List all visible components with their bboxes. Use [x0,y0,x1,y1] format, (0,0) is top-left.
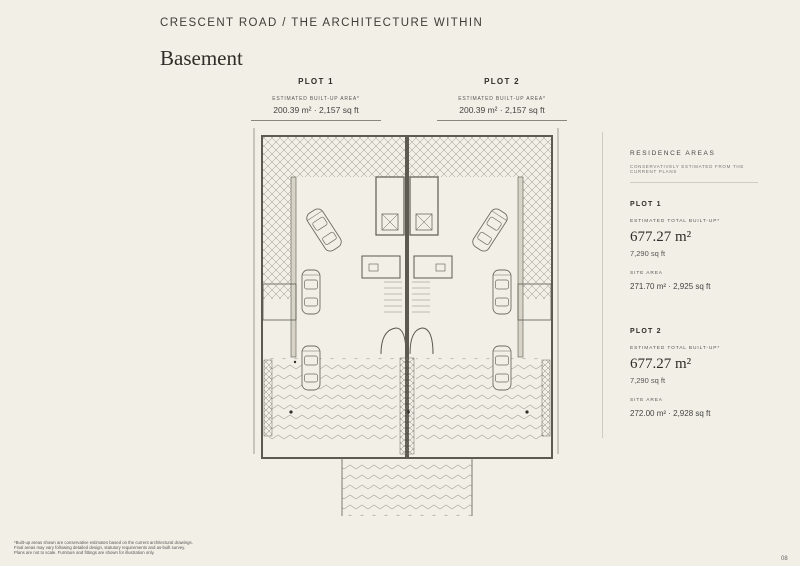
footnote [14,540,314,555]
footnote-line: Plans are not to scale. Furniture and fittings are shown for illustration only. [14,550,155,555]
header-title: CRESCENT ROAD / THE ARCHITECTURE WITHIN [160,17,484,29]
plot-1-area-value: 200.39 m² · 2,157 sq ft [273,105,359,115]
panel-plot-1-total-m2: 677.27 m² [630,229,692,245]
plot-1-rule [251,120,381,121]
panel-plot-1-site-label: SITE AREA [630,271,663,276]
plot-2-name: PLOT 2 [484,77,520,86]
plot-1-area-label: ESTIMATED BUILT-UP AREA* [272,96,360,102]
plot-1-heading [236,77,396,121]
plot-2-area-label: ESTIMATED BUILT-UP AREA* [458,96,546,102]
residence-areas-panel [630,150,770,418]
panel-plot-1-name: PLOT 1 [630,201,662,208]
panel-plot-1-total-label: ESTIMATED TOTAL BUILT-UP* [630,219,721,224]
panel-plot-2-site-value: 272.00 m² · 2,928 sq ft [630,409,711,418]
residence-note: CONSERVATIVELY ESTIMATED FROM THE CURRENT PLANS [630,164,745,174]
panel-rule [630,182,758,183]
panel-plot-2-name: PLOT 2 [630,328,662,335]
panel-plot-2-total-sqft: 7,290 sq ft [630,376,666,385]
panel-plot-2-total-label: ESTIMATED TOTAL BUILT-UP* [630,346,721,351]
panel-plot-2-site-label: SITE AREA [630,398,663,403]
divider-line [602,132,603,438]
plot-2-rule [437,120,567,121]
panel-plot-2-total-m2: 677.27 m² [630,356,692,372]
plot-1-name: PLOT 1 [298,77,334,86]
panel-plot-1 [630,201,770,291]
page-title: Basement [160,46,243,70]
panel-plot-2 [630,328,770,418]
basement-floor-plan [236,122,576,518]
plot-2-heading [422,77,582,121]
panel-plot-1-site-value: 271.70 m² · 2,925 sq ft [630,282,711,291]
plot-2-area-value: 200.39 m² · 2,157 sq ft [459,105,545,115]
footnote-line: *Built-up areas shown are conservative estimates based on the current architectural drawings. [14,540,193,545]
footnote-line: Final areas may vary following detailed design, statutory requirements and as-built survey. [14,545,186,550]
page-number: 08 [781,556,788,562]
panel-plot-1-total-sqft: 7,290 sq ft [630,249,666,258]
residence-title: RESIDENCE AREAS [630,150,716,157]
